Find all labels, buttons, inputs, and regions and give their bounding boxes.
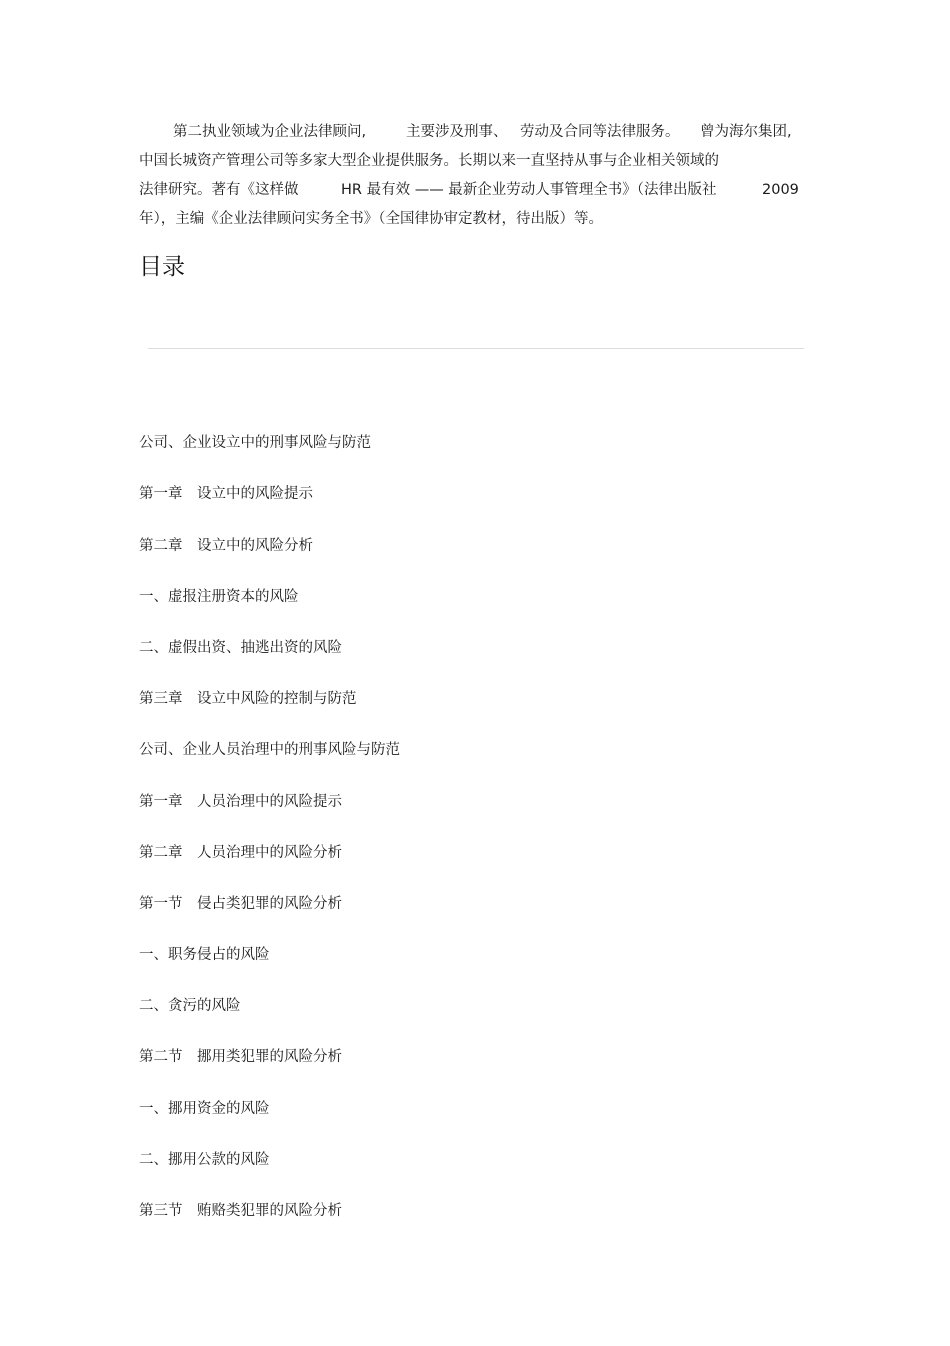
toc-item: 公司、企业设立中的刑事风险与防范 (139, 435, 371, 451)
toc-item: 一、虚报注册资本的风险 (139, 589, 299, 605)
toc-title: 目录 (139, 254, 185, 280)
intro-line-4-text: 年），主编《企业法律顾问实务全书》（全国律协审定教材，待出版）等。 (139, 211, 603, 227)
intro-line-1-part-4: 曾为海尔集团, (700, 124, 792, 140)
toc-item: 第三节 贿赂类犯罪的风险分析 (139, 1203, 342, 1219)
toc-item: 二、贪污的风险 (139, 998, 241, 1014)
toc-item: 第一章 设立中的风险提示 (139, 486, 313, 502)
toc-item: 第三章 设立中风险的控制与防范 (139, 691, 357, 707)
intro-line-3-part-1: 法律研究。著有《这样做 (139, 182, 299, 198)
toc-item: 二、挪用公款的风险 (139, 1152, 270, 1168)
toc-item: 公司、企业人员治理中的刑事风险与防范 (139, 742, 400, 758)
section-divider (148, 348, 804, 349)
intro-line-3-part-2: HR 最有效 —— 最新企业劳动人事管理全书》（法律出版社 (341, 182, 717, 198)
intro-line-3-part-3: 2009 (762, 182, 799, 198)
toc-item: 一、挪用资金的风险 (139, 1101, 270, 1117)
intro-line-1-part-2: 主要涉及刑事、 (406, 124, 508, 140)
toc-item: 第二章 人员治理中的风险分析 (139, 845, 342, 861)
intro-line-1-part-1: 第二执业领域为企业法律顾问, (173, 124, 367, 140)
toc-item: 第二章 设立中的风险分析 (139, 538, 313, 554)
toc-item: 一、职务侵占的风险 (139, 947, 270, 963)
toc-item: 二、虚假出资、抽逃出资的风险 (139, 640, 342, 656)
toc-item: 第二节 挪用类犯罪的风险分析 (139, 1049, 342, 1065)
toc-item: 第一章 人员治理中的风险提示 (139, 794, 342, 810)
toc-item: 第一节 侵占类犯罪的风险分析 (139, 896, 342, 912)
intro-line-2-text: 中国长城资产管理公司等多家大型企业提供服务。长期以来一直坚持从事与企业相关领域的 (139, 153, 719, 169)
intro-line-1-part-3: 劳动及合同等法律服务。 (520, 124, 680, 140)
